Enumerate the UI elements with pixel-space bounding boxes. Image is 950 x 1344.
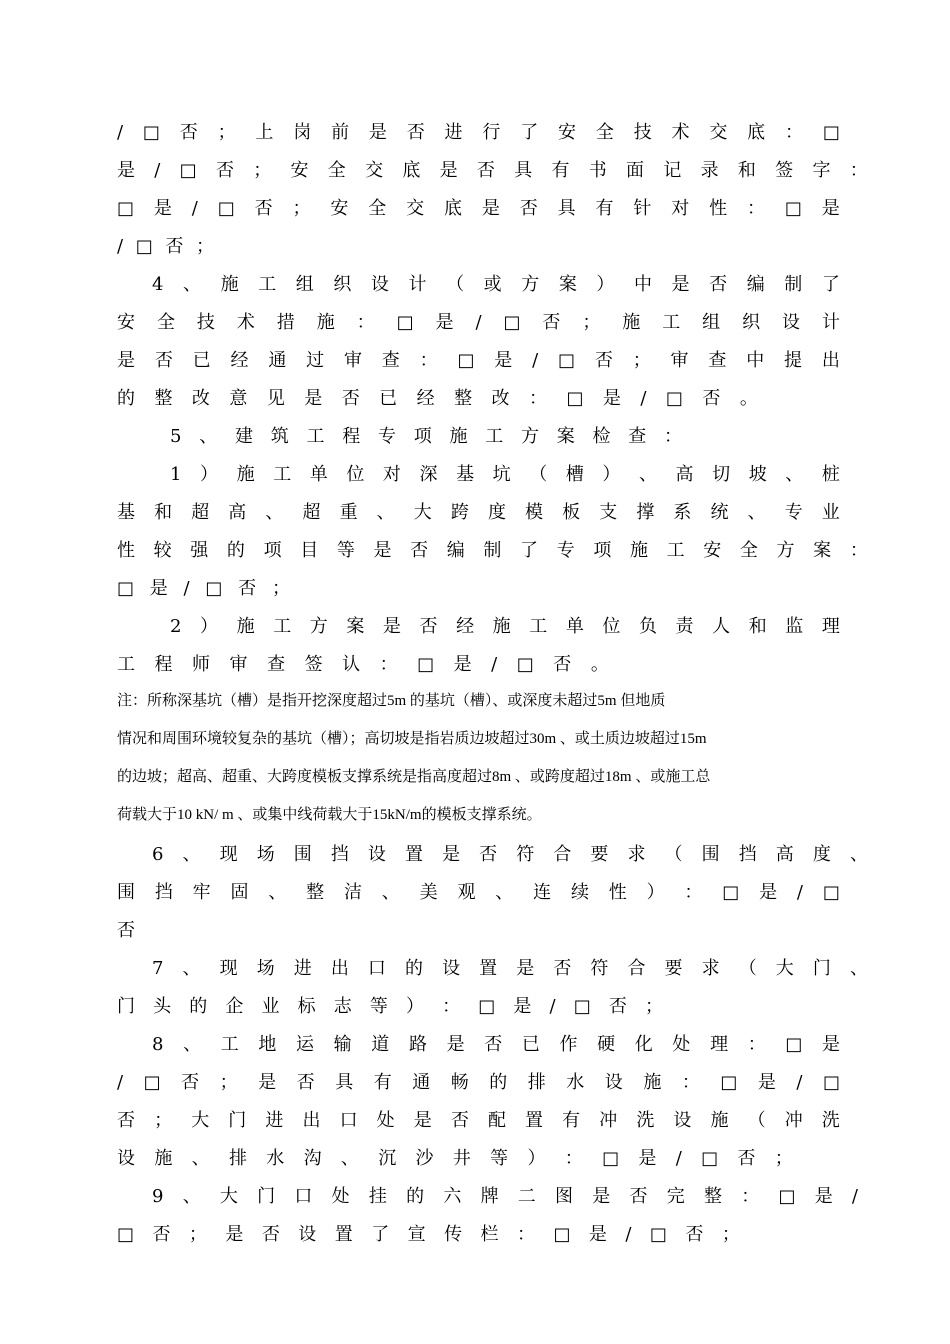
- body-line-13: 2 ） 施 工 方 案 是 否 经 施 工 单 位 负 责 人 和 监 理: [170, 616, 840, 637]
- note-line-3: 荷载大于10 kN/ m 、或集中线荷载大于15kN/m的模板支撑系统。: [117, 807, 542, 823]
- body-line-1: 是 / □ 否 ； 安 全 交 底 是 否 具 有 书 面 记 录 和 签 字 ：: [117, 160, 868, 181]
- note-line-2: 的边坡；超高、超重、大跨度模板支撑系统是指高度超过8m 、或跨度超过18m 、或施工总: [117, 769, 711, 785]
- body2-line-7: 否 ； 大 门 进 出 口 处 是 否 配 置 有 冲 洗 设 施 （ 冲 洗: [117, 1110, 840, 1131]
- body2-line-9: 9 、 大 门 口 处 挂 的 六 牌 二 图 是 否 完 整 ： □ 是 /: [152, 1186, 858, 1207]
- body2-line-2: 否: [117, 920, 135, 941]
- body-line-0: / □ 否 ； 上 岗 前 是 否 进 行 了 安 全 技 术 交 底 ： □: [117, 122, 840, 143]
- body-line-3: / □ 否 ；: [117, 236, 214, 257]
- body-line-12: □ 是 / □ 否 ；: [117, 578, 290, 599]
- body2-line-6: / □ 否 ； 是 否 具 有 通 畅 的 排 水 设 施 ： □ 是 / □: [117, 1072, 840, 1093]
- body2-line-5: 8 、 工 地 运 输 道 路 是 否 已 作 硬 化 处 理 ： □ 是: [152, 1034, 840, 1055]
- body-line-5: 安 全 技 术 措 施 ： □ 是 / □ 否 ； 施 工 组 织 设 计: [117, 312, 840, 333]
- body2-line-1: 围 挡 牢 固 、 整 洁 、 美 观 、 连 续 性 ） ： □ 是 / □: [117, 882, 840, 903]
- body2-line-3: 7 、 现 场 进 出 口 的 设 置 是 否 符 合 要 求 （ 大 门 、: [152, 958, 868, 979]
- body-line-10: 基 和 超 高 、 超 重 、 大 跨 度 模 板 支 撑 系 统 、 专 业: [117, 502, 840, 523]
- body-line-14: 工 程 师 审 查 签 认 ： □ 是 / □ 否 。: [117, 654, 609, 675]
- body-line-2: □ 是 / □ 否 ； 安 全 交 底 是 否 具 有 针 对 性 ： □ 是: [117, 198, 840, 219]
- body-line-4: 4 、 施 工 组 织 设 计 （ 或 方 案 ） 中 是 否 编 制 了: [152, 274, 840, 295]
- body2-line-0: 6 、 现 场 围 挡 设 置 是 否 符 合 要 求 （ 围 挡 高 度 、: [152, 844, 868, 865]
- body-line-9: 1 ） 施 工 单 位 对 深 基 坑 （ 槽 ） 、 高 切 坡 、 桩: [170, 464, 840, 485]
- body-line-11: 性 较 强 的 项 目 等 是 否 编 制 了 专 项 施 工 安 全 方 案 ：: [117, 540, 868, 561]
- body-line-7: 的 整 改 意 见 是 否 已 经 整 改 ： □ 是 / □ 否 。: [117, 388, 758, 409]
- note-line-0: 注：所称深基坑（槽）是指开挖深度超过5m 的基坑（槽）、或深度未超过5m 但地质: [117, 693, 666, 709]
- body2-line-10: □ 否 ； 是 否 设 置 了 宣 传 栏 ： □ 是 / □ 否 ；: [117, 1224, 740, 1245]
- note-line-1: 情况和周围环境较复杂的基坑（槽）；高切坡是指岩质边坡超过30m 、或土质边坡超过15m: [117, 731, 707, 747]
- body-line-8: 5 、 建 筑 工 程 专 项 施 工 方 案 检 查 ：: [170, 426, 682, 447]
- body-line-6: 是 否 已 经 通 过 审 查 ： □ 是 / □ 否 ； 审 查 中 提 出: [117, 350, 840, 371]
- body2-line-8: 设 施 、 排 水 沟 、 沉 沙 井 等 ） ： □ 是 / □ 否 ；: [117, 1148, 793, 1169]
- body2-line-4: 门 头 的 企 业 标 志 等 ） ： □ 是 / □ 否 ；: [117, 996, 663, 1017]
